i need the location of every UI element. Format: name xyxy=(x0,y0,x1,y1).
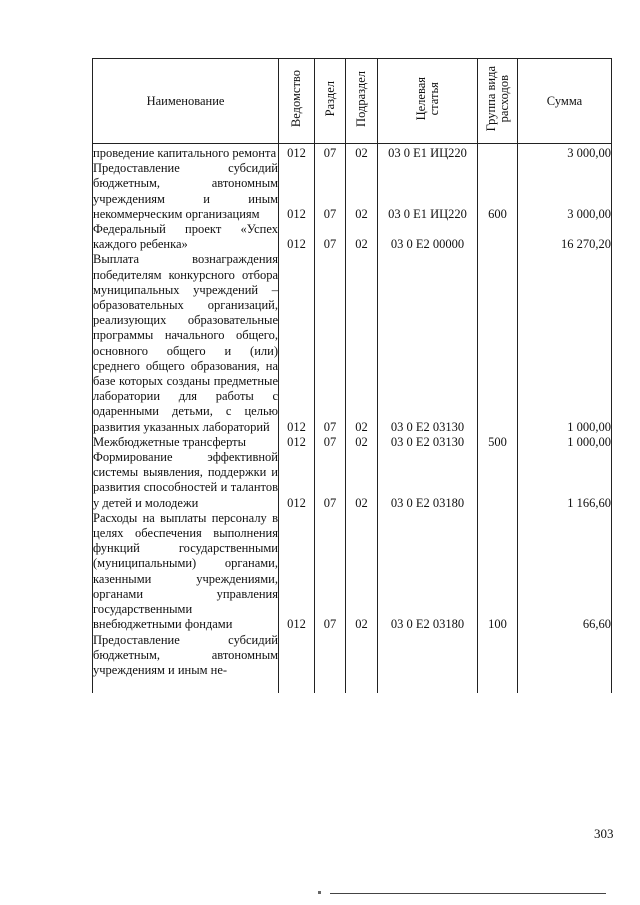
row-section: 07 xyxy=(315,511,346,633)
row-section: 07 xyxy=(315,450,346,511)
row-dept: 012 xyxy=(279,511,315,633)
row-dept: 012 xyxy=(279,222,315,252)
row-subsection: 02 xyxy=(346,252,378,434)
row-name: Расходы на выплаты персоналу в целях обеспечения выполнения функций государственными (муниципальными) органами, казенными учреждениями, органами управления государственными внебюджетными фондами xyxy=(93,510,278,632)
row-sum: 66,60 xyxy=(518,511,612,633)
table-row xyxy=(93,161,612,222)
budget-table xyxy=(92,58,612,693)
row-name: Межбюджетные трансферты xyxy=(93,435,279,450)
row-subsection: 02 xyxy=(346,161,378,222)
row-target: 03 0 Е2 03130 xyxy=(378,252,478,434)
row-target: 03 0 Е2 03130 xyxy=(378,435,478,450)
row-subsection: 02 xyxy=(346,450,378,511)
row-sum: 1 000,00 xyxy=(518,252,612,434)
row-dept: 012 xyxy=(279,161,315,222)
row-name: проведение капитального ремонта xyxy=(93,144,279,162)
header-target: Целевая статья xyxy=(378,59,478,144)
row-section: 07 xyxy=(315,161,346,222)
header-dept: Ведомство xyxy=(279,59,315,144)
scan-mark xyxy=(318,891,321,894)
row-section: 07 xyxy=(315,252,346,434)
footer-rule xyxy=(330,893,606,894)
row-name: Предоставление субсидий бюджетным, автономным учреждениям и иным некоммерческим организациям xyxy=(93,161,278,221)
row-sum: 1 166,60 xyxy=(518,450,612,511)
header-sum: Сумма xyxy=(518,59,612,144)
table-row xyxy=(93,450,612,511)
table-row xyxy=(93,222,612,252)
row-subsection: 02 xyxy=(346,222,378,252)
row-group: 500 xyxy=(478,435,518,450)
row-target: 03 0 Е2 00000 xyxy=(378,222,478,252)
row-subsection: 02 xyxy=(346,511,378,633)
row-group xyxy=(478,450,518,511)
row-subsection: 02 xyxy=(346,144,378,162)
table-row xyxy=(93,252,612,434)
row-subsection xyxy=(346,633,378,693)
row-subsection: 02 xyxy=(346,435,378,450)
row-target: 03 0 Е2 03180 xyxy=(378,511,478,633)
row-group xyxy=(478,144,518,162)
row-section: 07 xyxy=(315,222,346,252)
row-sum: 1 000,00 xyxy=(518,435,612,450)
page-number: 303 xyxy=(594,826,614,841)
row-group: 600 xyxy=(478,161,518,222)
row-group: 100 xyxy=(478,511,518,633)
header-row xyxy=(93,59,612,144)
row-name: Выплата вознаграждения победителям конкурсного отбора муниципальных учреждений – образовательных организаций, реализующих образовательные программы начального общего, основного общего и (или) среднего общего образования, на базе которых созданы предметные лаборатории для работы с одаренными детьми, с целью развития указанных лабораторий xyxy=(93,252,278,434)
row-group xyxy=(478,252,518,434)
header-section: Раздел xyxy=(315,59,346,144)
row-section: 07 xyxy=(315,435,346,450)
row-section: 07 xyxy=(315,144,346,162)
table-row xyxy=(93,144,612,162)
row-target xyxy=(378,633,478,693)
row-name: Предоставление субсидий бюджетным, автономным учреждениям и иным не- xyxy=(93,633,279,693)
row-name: Федеральный проект «Успех каждого ребенка» xyxy=(93,222,278,252)
row-group xyxy=(478,633,518,693)
row-section xyxy=(315,633,346,693)
row-target: 03 0 Е2 03180 xyxy=(378,450,478,511)
row-name: Формирование эффективной системы выявления, поддержки и развития способностей и талантов у детей и молодежи xyxy=(93,450,278,510)
row-dept: 012 xyxy=(279,252,315,434)
row-dept: 012 xyxy=(279,144,315,162)
row-sum: 3 000,00 xyxy=(518,161,612,222)
table-row xyxy=(93,435,612,450)
row-sum: 16 270,20 xyxy=(518,222,612,252)
table-row xyxy=(93,511,612,633)
header-name: Наименование xyxy=(93,59,279,144)
header-subsection: Подраздел xyxy=(346,59,378,144)
row-dept xyxy=(279,633,315,693)
row-target: 03 0 Е1 ИЦ220 xyxy=(378,161,478,222)
table-row xyxy=(93,633,612,693)
header-group: Группа вида расходов xyxy=(478,59,518,144)
row-sum: 3 000,00 xyxy=(518,144,612,162)
row-dept: 012 xyxy=(279,450,315,511)
row-target: 03 0 Е1 ИЦ220 xyxy=(378,144,478,162)
row-group xyxy=(478,222,518,252)
row-sum xyxy=(518,633,612,693)
row-dept: 012 xyxy=(279,435,315,450)
